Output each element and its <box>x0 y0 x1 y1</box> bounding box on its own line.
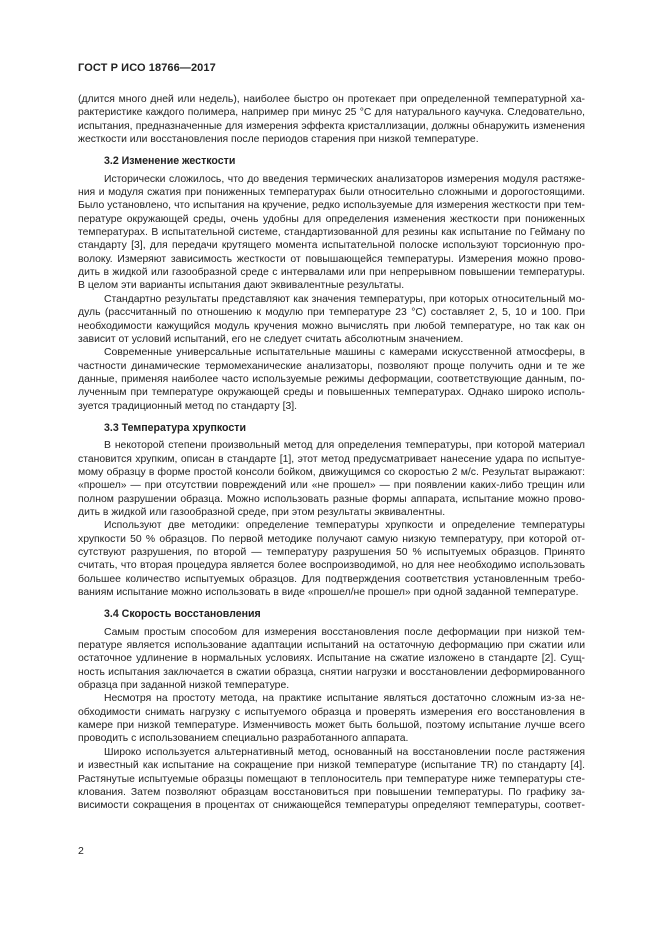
paragraph <box>78 519 585 599</box>
text-line: висимости сокращения в процентах от снижающейся температуры определяют температуры, соответ- <box>78 800 585 812</box>
text-line: Стандартно результаты представляют как значения температуры, при которых относительный мо- <box>104 293 585 305</box>
text-line: рактеристике каждого полимера, например при минус 25 °С для натурального каучука. Следовательно, <box>78 107 585 119</box>
text-line: Исторически сложилось, что до введения термических анализаторов измерения модуля растяже- <box>104 173 585 185</box>
text-line: Современные универсальные испытательные машины с камерами искусственной атмосферы, в <box>104 347 585 359</box>
text-line: хрупкости 50 % образцов. По первой методике получают самую низкую температуру, при которой от- <box>78 533 585 545</box>
text-line: остаточное удлинение в нормальных условиях. Испытание на сжатие изложено в стандарте [2]. Сущ- <box>78 653 585 665</box>
text-line: стандарту [3], для передачи крутящего момента испытательной полоске используют торсионную про- <box>78 240 585 252</box>
document-header: ГОСТ Р ИСО 18766—2017 <box>78 62 216 74</box>
text-line: мому образцу в форме простой консоли бойком, движущимся со скоростью 2 м/с. Результат выражают: <box>78 466 585 478</box>
paragraph <box>78 746 585 813</box>
text-line: В целом эти варианты испытания дают эквивалентные результаты. <box>78 280 405 292</box>
text-line: клования. Затем позволяют образцам восстановиться при повышении температуры. По графику за- <box>78 786 585 798</box>
text-line: испытания, предназначенные для измерения эффекта кристаллизации, должны обнаружить изменения <box>78 120 585 132</box>
text-line: волоку. Измеряют зависимость жесткости от повышающейся температуры. Измерения можно прово- <box>78 253 585 265</box>
text-line: и известный как испытание на сокращение при низкой температуре (испытание TR) по стандарту [4]. <box>78 760 585 772</box>
text-line: становится хрупким, описан в стандарте [1], этот метод предусматривает нанесение удара по испытуе- <box>78 453 585 465</box>
text-line: жесткости или восстановления после периодов старения при низкой температуре. <box>78 134 479 146</box>
text-line: ность испытания заключается в сжатии образца, снятии нагрузки и восстановлении деформированного <box>78 666 585 678</box>
text-line: дить в жидкой или газообразной среде, при этом результаты эквивалентны. <box>78 506 446 518</box>
paragraph <box>78 692 585 745</box>
text-line: ваниям испытание можно использовать в виде «прошел/не прошел» при одной заданной температуре. <box>78 587 579 599</box>
text-line: «прошел» — при отсутствии повреждений или «не прошел» — при появлении каких-либо трещин или <box>78 480 585 492</box>
paragraph <box>78 439 585 519</box>
text-line: проводить с использованием специально разработанного аппарата. <box>78 733 409 745</box>
text-line: (длится много дней или недель), наиболее быстро он протекает при определенной температурной ха- <box>78 94 585 105</box>
text-line: Было установлено, что испытания на кручение, редко используемые для измерения жесткости при тем- <box>78 200 585 212</box>
text-line: данные, применяя наиболее часто используемые режимы деформации, соответствующие данным, по- <box>78 373 585 385</box>
text-line: большее количество испытуемых образцов. Для подтверждения соответствия установленным требо- <box>78 573 585 585</box>
document-body <box>78 93 585 813</box>
text-line: образца при заданной низкой температуре. <box>78 680 290 692</box>
paragraph <box>78 626 585 693</box>
text-line: температурах. В испытательной системе, стандартизованной для резины как испытание по Гейману по <box>78 227 585 239</box>
text-line: зуется традиционный метод по стандарту [3]. <box>78 400 298 412</box>
text-line: сутствуют разрушения, по второй — температуру разрушения 50 % испытуемых образцов. Принято <box>78 547 585 558</box>
paragraph <box>78 346 585 413</box>
text-line: зависит от условий испытаний, его не следует считать абсолютным значением. <box>78 333 464 345</box>
text-line: лученным при температуре окружающей среды и повышенных температурах. Однако широко исполь- <box>78 387 585 399</box>
text-line: Широко используется альтернативный метод, основанный на восстановлении после растяжения <box>104 746 585 758</box>
page-number: 2 <box>78 845 84 857</box>
text-line: считать, что вторая процедура является более воспроизводимой, но для нее необходимо использовать <box>78 560 585 572</box>
paragraph <box>78 293 585 346</box>
section-heading: 3.4 Скорость восстановления <box>104 608 261 621</box>
text-line: частности динамические термомеханические анализаторы, позволяют проще получить одни и те же <box>78 360 585 372</box>
text-line: Используют две методики: определение температуры хрупкости и определение температуры <box>104 520 585 532</box>
text-line: ния и модуля сжатия при пониженных температурах были относительно сложными и дорогостоящими. <box>78 187 585 199</box>
paragraph <box>78 173 585 293</box>
section-heading: 3.3 Температура хрупкости <box>104 421 246 434</box>
text-line: Растянутые испытуемые образцы помещают в теплоноситель при температуре ниже температуры сте- <box>78 773 585 785</box>
text-line: пературе является использование адаптации испытаний на остаточную деформацию при сжатии или <box>78 640 585 652</box>
paragraph <box>78 93 585 146</box>
text-line: дуль (рассчитанный по отношению к модулю при температуре 23 °С) составляет 2, 5, 10 и 100. При <box>78 307 585 319</box>
text-line: Несмотря на простоту метода, на практике испытание являться достаточно сложным из-за не- <box>104 693 585 705</box>
text-line: Самым простым способом для измерения восстановления после деформации при низкой тем- <box>104 626 585 638</box>
text-line: обходимости снимать нагрузку с испытуемого образца и проверять измерения его восстановления в <box>78 706 585 718</box>
text-line: В некоторой степени произвольный метод для определения температуры, при которой материал <box>104 440 585 452</box>
section-heading: 3.2 Изменение жесткости <box>104 155 236 168</box>
text-line: полном разрушении образца. Можно использовать разные формы аппарата, испытание можно прово- <box>78 493 585 505</box>
text-line: дить в жидкой или газообразной среде с интервалами или при непрерывном повышении температуры. <box>78 267 585 279</box>
text-line: необходимости кажущийся модуль кручения можно вычислять при любой температуре, но так как он <box>78 320 585 332</box>
text-line: камере при низкой температуре. Изменчивость может быть большой, поэтому испытание лучше всего <box>78 720 585 732</box>
text-line: пературе окружающей среды, очень удобны для определения изменения жесткости при пониженных <box>78 213 585 225</box>
